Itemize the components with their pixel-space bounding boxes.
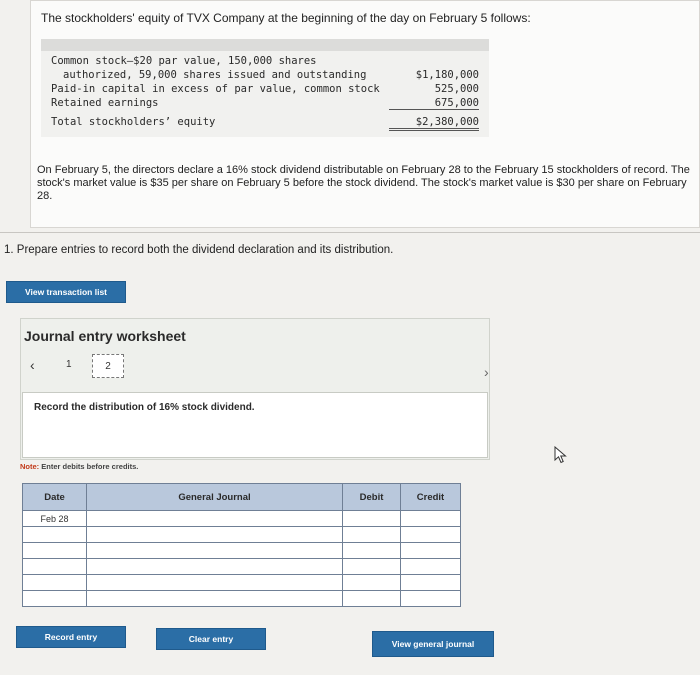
clear-entry-button[interactable]: Clear entry: [156, 628, 266, 650]
worksheet-title: Journal entry worksheet: [24, 328, 186, 344]
date-cell[interactable]: [23, 575, 87, 591]
debit-cell[interactable]: [343, 559, 401, 575]
problem-paragraph: On February 5, the directors declare a 16% stock dividend distributable on February 28 to the February 15 stockholders of record. The stock's market value is $35 per share on February 5 before the stock dividend. The stock's market value is $30 per share on February 28.: [37, 164, 690, 202]
account-cell[interactable]: [87, 559, 343, 575]
page-tab-2[interactable]: 2: [92, 354, 124, 378]
account-cell[interactable]: [87, 527, 343, 543]
table-row: [23, 591, 461, 607]
chevron-right-icon[interactable]: ›: [484, 364, 489, 380]
table-row: [23, 527, 461, 543]
column-header-date: Date: [23, 484, 87, 511]
chevron-left-icon[interactable]: ‹: [30, 357, 35, 373]
journal-table: [22, 483, 461, 607]
table-row: [23, 575, 461, 591]
view-transaction-list-button[interactable]: View transaction list: [6, 281, 126, 303]
date-cell[interactable]: [23, 559, 87, 575]
equity-label: Paid-in capital in excess of par value, common stock: [51, 83, 380, 95]
date-cell[interactable]: [23, 591, 87, 607]
equity-total-amount: $2,380,000: [389, 116, 479, 131]
debit-cell[interactable]: [343, 543, 401, 559]
record-entry-button[interactable]: Record entry: [16, 626, 126, 648]
equity-label: authorized, 59,000 shares issued and outstanding: [63, 69, 367, 81]
note-body: Enter debits before credits.: [39, 462, 139, 471]
equity-label: Total stockholders’ equity: [51, 116, 216, 128]
credit-cell[interactable]: [401, 527, 461, 543]
column-header-debit: Debit: [343, 484, 401, 511]
credit-cell[interactable]: [401, 559, 461, 575]
equity-amount: 675,000: [389, 97, 479, 110]
column-header-credit: Credit: [401, 484, 461, 511]
equity-table: [41, 39, 489, 137]
problem-intro: The stockholders' equity of TVX Company at the beginning of the day on February 5 follows:: [41, 11, 531, 25]
debit-cell[interactable]: [343, 511, 401, 527]
note-label: Note:: [20, 462, 40, 471]
date-cell[interactable]: [23, 527, 87, 543]
account-cell[interactable]: [87, 511, 343, 527]
page-tab-1[interactable]: 1: [66, 359, 72, 370]
credit-cell[interactable]: [401, 543, 461, 559]
credit-cell[interactable]: [401, 511, 461, 527]
credit-cell[interactable]: [401, 575, 461, 591]
divider: [0, 232, 700, 233]
account-cell[interactable]: [87, 591, 343, 607]
credit-cell[interactable]: [401, 591, 461, 607]
view-general-journal-button[interactable]: View general journal: [372, 631, 494, 657]
debit-cell[interactable]: [343, 591, 401, 607]
table-row: [23, 543, 461, 559]
problem-card: [30, 0, 700, 228]
column-header-general-journal: General Journal: [87, 484, 343, 511]
table-row: [23, 559, 461, 575]
date-cell[interactable]: Feb 28: [23, 511, 87, 527]
equity-label: Common stock—$20 par value, 150,000 shares: [51, 55, 317, 67]
debit-cell[interactable]: [343, 527, 401, 543]
question-text: 1. Prepare entries to record both the dividend declaration and its distribution.: [4, 244, 394, 256]
equity-amount: 525,000: [434, 83, 479, 95]
equity-label: Retained earnings: [51, 97, 159, 109]
equity-amount: $1,180,000: [415, 69, 479, 81]
instruction-text: Record the distribution of 16% stock dividend.: [34, 402, 255, 413]
debit-cell[interactable]: [343, 575, 401, 591]
mouse-pointer-icon: [554, 446, 568, 464]
table-row: [23, 511, 461, 527]
date-cell[interactable]: [23, 543, 87, 559]
account-cell[interactable]: [87, 575, 343, 591]
account-cell[interactable]: [87, 543, 343, 559]
note-text: [20, 462, 138, 471]
